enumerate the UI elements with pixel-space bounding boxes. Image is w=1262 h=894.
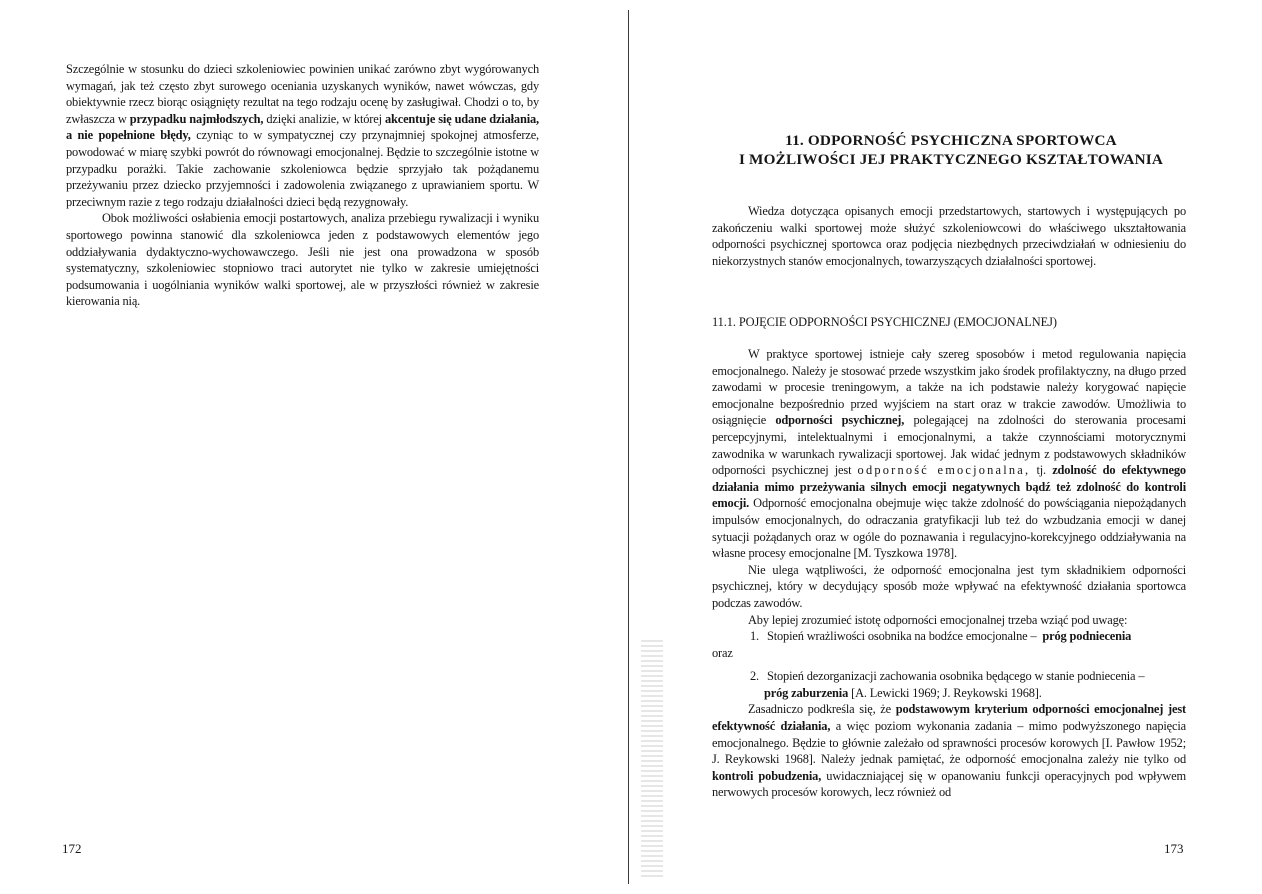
- right-para-4-segment-4: kontroli pobudzenia,: [712, 768, 822, 783]
- page-number-left: 172: [62, 841, 82, 856]
- left-paragraph-1: [66, 61, 539, 210]
- chapter-title-line-2: I MOŻLIWOŚCI JEJ PRAKTYCZNEGO KSZTAŁTOWANIA: [738, 151, 1164, 168]
- section-heading: 11.1. POJĘCIE ODPORNOŚCI PSYCHICZNEJ (EMOCJONALNEJ): [712, 315, 1057, 329]
- right-paragraph-3: Aby lepiej zrozumieć istotę odporności emocjonalnej trzeba wziąć pod uwagę:: [748, 612, 1128, 627]
- gutter-scan-shadow: [641, 640, 663, 880]
- chapter-title-line-1: 11. ODPORNOŚĆ PSYCHICZNA SPORTOWCA: [785, 132, 1117, 149]
- chapter-intro: [712, 203, 1186, 269]
- left-paragraph-2-segment-1: Obok możliwości osłabienia emocji postartowych, analiza przebiegu rywalizacji i wyniku sportowego powinna stanowić dla szkoleniowca jeden z podstawowych elementów jego oddziaływania dydaktyczno-wychowawczego. Jeśli nie jest ona prowadzona w sposób systematyczny, szkoleniowiec stopniowo traci autorytet nie tylko w zakresie umiejętności podsumowania i uogólniania wyników walki sportowej, ale w przyszłości również w zakresie kierowania nią.: [66, 211, 539, 309]
- right-paragraph-1: [712, 346, 1186, 562]
- left-paragraph-1-segment-1: Szczególnie w stosunku do dzieci szkoleniowiec powinien unikać zarówno zbyt wygórowanych wymagań, jak też często zbyt surowego oceniania uzyskanych wyników, nawet wówczas, gdy obiektywnie rzecz biorąc osiągnięty rezultat na tego rodzaju ocenę by zasługiwał. Chodzi o to, by zwłaszcza w: [66, 62, 539, 126]
- list-item-2-reference: [A. Lewicki 1969; J. Reykowski 1968].: [851, 685, 1042, 700]
- list-item-2-text: Stopień dezorganizacji zachowania osobnika będącego w stanie podniecenia –: [766, 669, 1145, 684]
- list-connector: oraz: [712, 645, 733, 660]
- left-paragraph-2: [66, 210, 539, 310]
- list-item-2-term: próg zaburzenia: [764, 685, 849, 700]
- right-para-4-segment-5: uwidaczniającej się w opanowaniu funkcji operacyjnych pod wpływem nerwowych procesów korowych, lecz również od: [712, 768, 1186, 800]
- left-paragraph-1-segment-2: przypadku najmłodszych,: [129, 111, 264, 126]
- list-item-2: [712, 668, 1186, 701]
- left-page: [0, 0, 618, 894]
- left-page-body: [66, 61, 539, 310]
- list-item-1-number: 1.: [750, 629, 759, 644]
- right-para-1-segment-3: polegającej na zdolności do sterowania procesami percepcyjnymi, intelektualnymi i emocjonalnymi, a także czynnościami motorycznymi zawodnika w warunkach rywalizacji sportowej. Jak widać jednym z podstawowych składników odporności psychicznej jest: [712, 413, 1186, 478]
- list-item-2-number: 2.: [750, 669, 759, 684]
- right-para-1-segment-4: odporność emocjonalna,: [857, 463, 1031, 478]
- right-para-1-segment-6: zdolność do efektywnego działania mimo przeżywania silnych emocji negatywnych bądź też zdolność do kontroli emocji.: [712, 463, 1186, 511]
- left-paragraph-1-segment-5: czyniąc to w sympatycznej czy przynajmniej spokojnej atmosferze, powodować w miarę szybki powrót do równowagi emocjonalnej. Będzie to szczególnie istotne w przypadku porażki. Takie zachowanie szkoleniowca będzie sprzyjało tak pożądanemu przeżywaniu przez dziecko przyjemności i zadowolenia związanego z uprawianiem sportu. W przeciwnym razie z tego rodzaju działalności dzieci będą rezygnowały.: [66, 128, 539, 209]
- right-para-4-segment-1: Zasadniczo podkreśla się, że: [748, 702, 896, 717]
- right-para-4-segment-3: a więc poziom wykonania zadania – mimo podwyższonego napięcia emocjonalnego. Będzie to głównie zależało od sprawności procesów korowych [I. Pawłow 1952; J. Reykowski 1968]. Należy jednak pamiętać, że odporność emocjonalna zależy nie tylko od: [712, 719, 1186, 767]
- left-paragraph-1-segment-4: akcentuje się udane działania, a nie popełnione błędy,: [66, 111, 540, 143]
- page-number-right: 173: [1164, 841, 1184, 856]
- right-para-1-segment-2: odporności psychicznej,: [775, 413, 905, 428]
- list-item-1-text: Stopień wrażliwości osobnika na bodźce emocjonalne –: [766, 629, 1037, 644]
- right-paragraph-4: [712, 701, 1186, 801]
- right-para-1-segment-5: tj.: [1030, 463, 1053, 478]
- chapter-title: [706, 131, 1196, 169]
- right-paragraph-2: Nie ulega wątpliwości, że odporność emocjonalna jest tym składnikiem odporności psychicznej, który w decydujący sposób może wpływać na efektywność działania sportowca podczas zawodów.: [712, 562, 1186, 610]
- left-paragraph-1-segment-3: dzięki analizie, w której: [263, 111, 385, 126]
- right-para-1-segment-1: W praktyce sportowej istnieje cały szereg sposobów i metod regulowania napięcia emocjonalnego. Należy je stosować przede wszystkim jako środek profilaktyczny, na długo przed zawodami w procesie treningowym, a także na ich podstawie należy korygować napięcie emocjonalne bezpośrednio przed wyjściem na start oraz w trakcie zawodów. Umożliwia to osiągnięcie: [712, 347, 1186, 428]
- right-page-body: [712, 346, 1186, 801]
- right-para-1-segment-7: Odporność emocjonalna obejmuje więc także zdolność do powściągania niepożądanych impulsów emocjonalnych, do odraczania gratyfikacji lub też do wzbudzania emocji w danej sytuacji pożądanych oraz w ogóle do poznawania i regulacyjno-korekcyjnego oddziaływania na własne procesy emocjonalne [M. Tyszkowa 1978].: [712, 496, 1186, 561]
- right-para-4-segment-2: podstawowym kryterium odporności emocjonalnej jest efektywność działania,: [712, 702, 1186, 734]
- list-item-1-term: próg podniecenia: [1042, 629, 1132, 644]
- intro-paragraph: Wiedza dotycząca opisanych emocji przedstartowych, startowych i występujących po zakończeniu walki sportowej może służyć szkoleniowcowi do właściwego ukształtowania odporności psychicznej sportowca oraz podjęcia niezbędnych przeciwdziałań w odniesieniu do niekorzystnych stanów emocjonalnych, towarzyszących działalności sportowej.: [712, 204, 1186, 268]
- list-item-1: [712, 628, 1186, 645]
- book-gutter: [628, 10, 637, 884]
